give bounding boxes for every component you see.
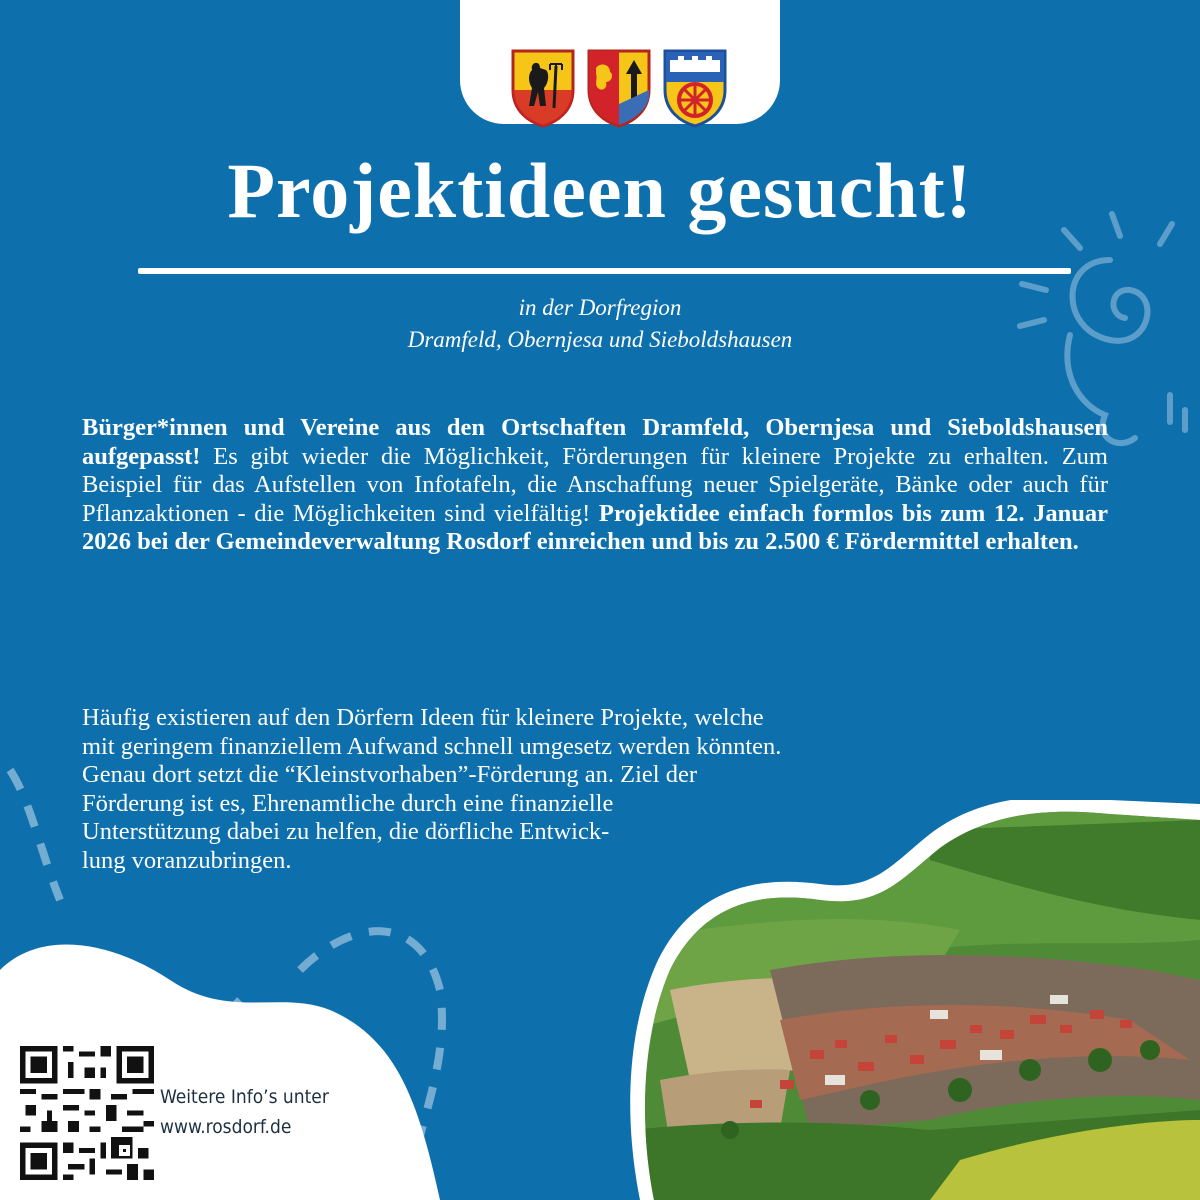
detail-line: lung voranzubringen.	[82, 846, 292, 874]
detail-line: Unterstützung dabei zu helfen, die dörfliche Entwick-	[82, 818, 610, 846]
page-title: Projektideen gesucht!	[227, 147, 973, 234]
detail-line: mit geringem finanziellem Aufwand schnell umgesetz werden könnten.	[82, 732, 782, 760]
qr-code[interactable]	[20, 1046, 154, 1180]
aerial-village-photo	[630, 800, 1200, 1200]
intro-paragraph	[82, 414, 1108, 557]
intro-bold-lead: Bürger*innen und Vereine aus den Ortschaften Dramfeld, Obernjesa und Sieboldshausen aufgepasst!	[82, 414, 1108, 470]
qr-label	[160, 1082, 329, 1142]
subtitle	[0, 292, 1200, 356]
intro-body: Es gibt wieder die Möglichkeit, Förderungen für kleinere Projekte zu erhalten. Zum Beispiel für das Aufstellen von Infotafeln, die Anschaffung neuer Spielgeräte, Bänke oder auch für Pflanzaktionen - die Möglichkeiten sind vielfältig!	[82, 442, 1108, 527]
detail-line: Förderung ist es, Ehrenamtliche durch eine finanzielle	[82, 789, 614, 817]
logo-tab	[460, 0, 780, 124]
title-underline	[138, 268, 1071, 274]
detail-line: Genau dort setzt die “Kleinstvorhaben”-Förderung an. Ziel der	[82, 761, 698, 789]
qr-label-line-1: Weitere Info’s unter	[160, 1086, 329, 1108]
intro-call-to-action: Projektidee einfach formlos bis zum 12. Januar 2026 bei der Gemeindeverwaltung Rosdorf einreichen und bis zu 2.500 € Fördermittel erhalten.	[82, 499, 1108, 556]
crest-obernjesa-icon	[586, 48, 652, 128]
qr-label-url[interactable]: www.rosdorf.de	[160, 1116, 292, 1138]
crest-sieboldshausen-icon	[662, 48, 728, 128]
subtitle-line-1: in der Dorfregion	[518, 295, 682, 320]
crest-dramfeld-icon	[510, 48, 576, 128]
detail-line: Häufig existieren auf den Dörfern Ideen für kleinere Projekte, welche	[82, 704, 764, 731]
subtitle-line-2: Dramfeld, Obernjesa und Sieboldshausen	[407, 327, 793, 352]
